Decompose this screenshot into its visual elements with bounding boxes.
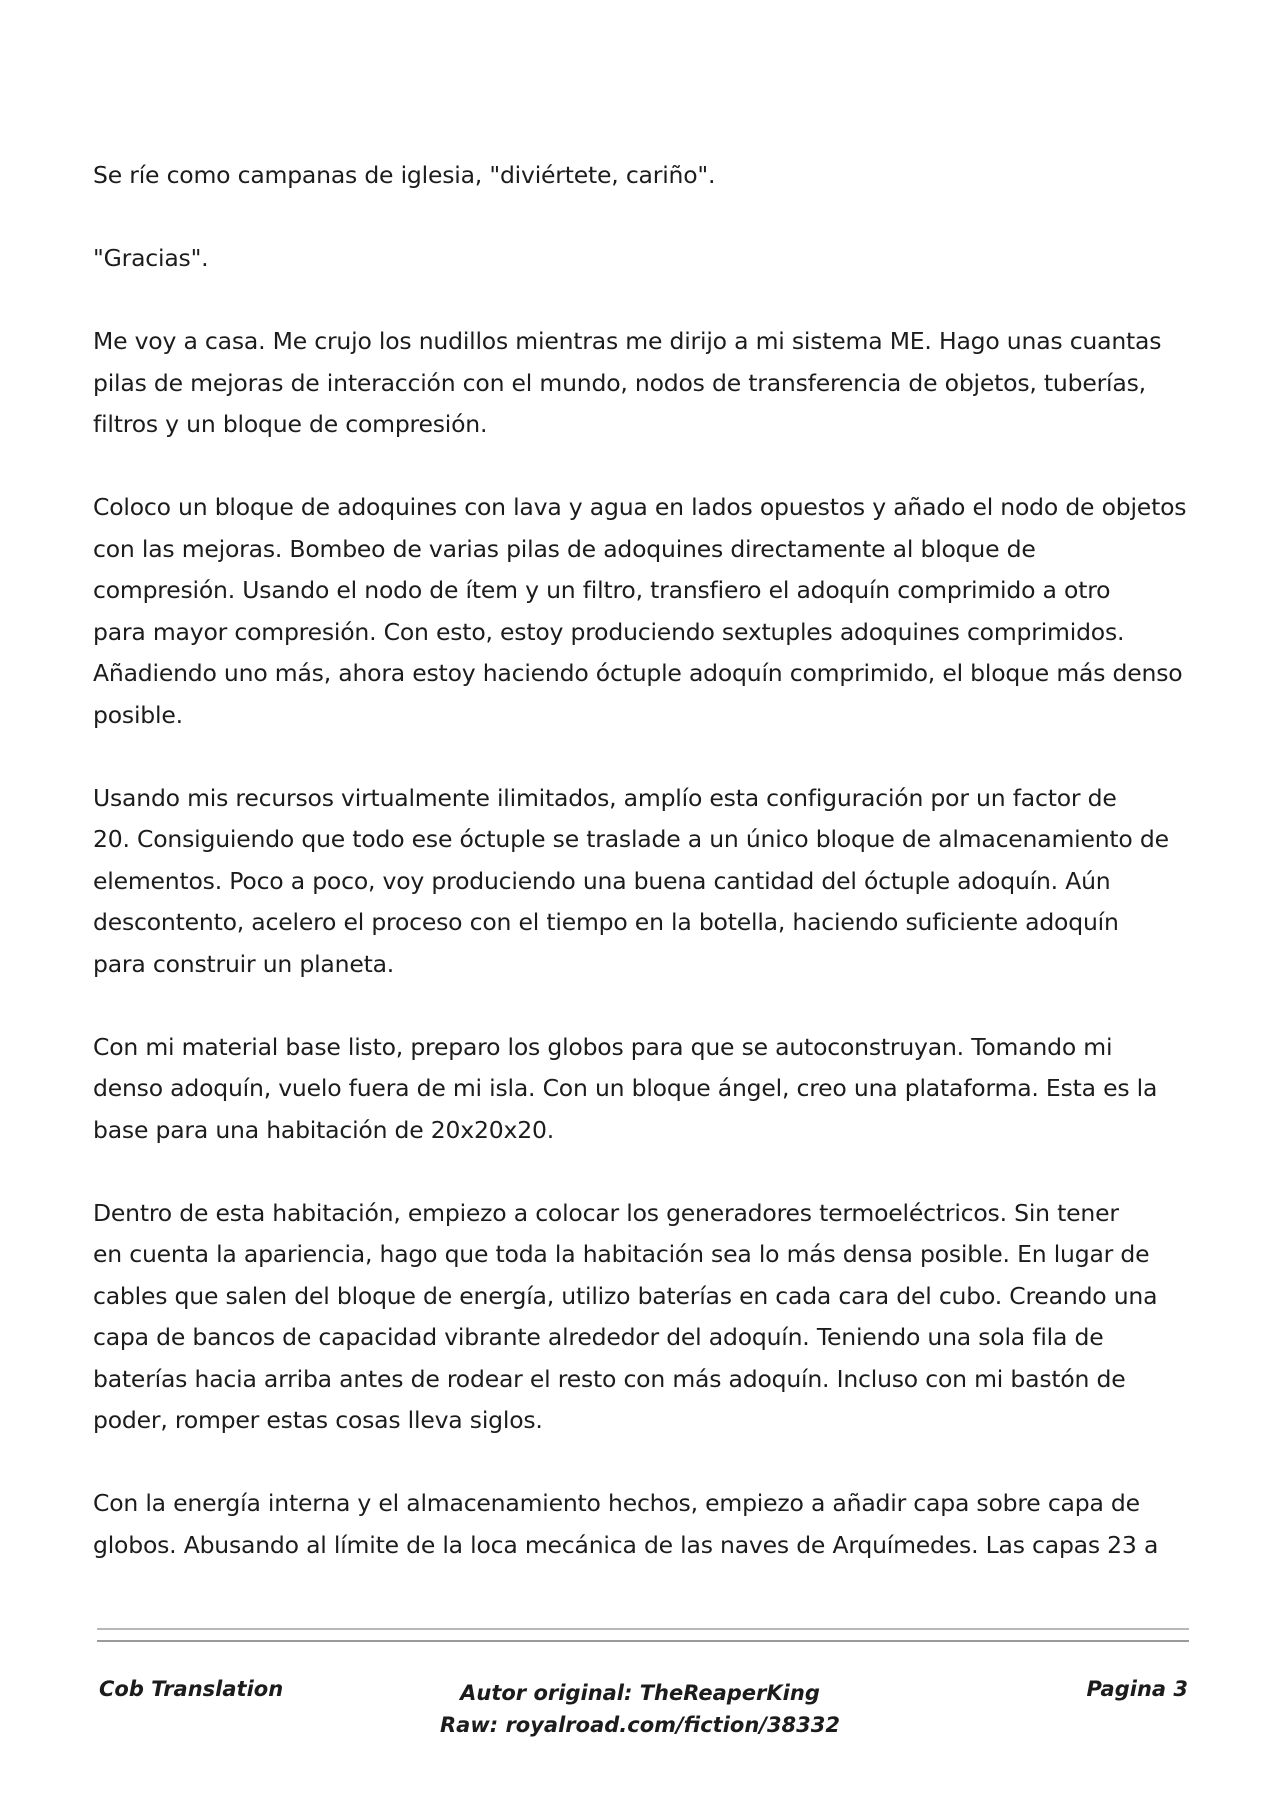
footer-page-number: Pagina 3: [1086, 1677, 1188, 1701]
footer-credits: [440, 1677, 840, 1741]
footer-author: Autor original: TheReaperKing: [460, 1681, 820, 1705]
paragraph-5: Usando mis recursos virtualmente ilimitados, amplío esta configuración por un factor de 20. Consiguiendo que todo ese óctuple se traslade a un único bloque de almacenamiento de elementos. Poco a poco, voy produciendo una buena cantidad del óctuple adoquín. Aún descontento, acelero el proceso con el tiempo en la botella, haciendo suficiente adoquín para construir un planeta.: [93, 783, 1169, 978]
footer-source: Raw: royalroad.com/fiction/38332: [440, 1713, 841, 1737]
paragraph-6: Con mi material base listo, preparo los globos para que se autoconstruyan. Tomando mi denso adoquín, vuelo fuera de mi isla. Con un bloque ángel, creo una plataforma. Esta es la base para una habitación de 20x20x20.: [93, 1032, 1158, 1144]
footer-translator: Cob Translation: [99, 1677, 284, 1701]
paragraph-7: Dentro de esta habitación, empiezo a colocar los generadores termoeléctricos. Sin tener en cuenta la apariencia, hago que toda la habitación sea lo más densa posible. En lugar de cables que salen del bloque de energía, utilizo baterías en cada cara del cubo. Creando una capa de bancos de capacidad vibrante alrededor del adoquín. Teniendo una sola fila de baterías hacia arriba antes de rodear el resto con más adoquín. Incluso con mi bastón de poder, romper estas cosas lleva siglos.: [93, 1198, 1158, 1434]
body-text: [93, 155, 1203, 1608]
paragraph-8: Con la energía interna y el almacenamiento hechos, empiezo a añadir capa sobre capa de globos. Abusando al límite de la loca mecánica de las naves de Arquímedes. Las capas 23 a: [93, 1489, 1159, 1559]
paragraph-1: Se ríe como campanas de iglesia, "diviértete, cariño".: [93, 161, 716, 189]
footer-divider-bottom: [97, 1640, 1189, 1642]
footer-divider-top: [97, 1628, 1189, 1630]
paragraph-2: "Gracias".: [93, 244, 209, 272]
paragraph-4: Coloco un bloque de adoquines con lava y agua en lados opuestos y añado el nodo de objetos con las mejoras. Bombeo de varias pilas de adoquines directamente al bloque de compresión. Usando el nodo de ítem y un filtro, transfiero el adoquín comprimido a otro para mayor compresión. Con esto, estoy produciendo sextuples adoquines comprimidos. Añadiendo uno más, ahora estoy haciendo óctuple adoquín comprimido, el bloque más denso posible.: [93, 493, 1187, 729]
paragraph-3: Me voy a casa. Me crujo los nudillos mientras me dirijo a mi sistema ME. Hago unas cuantas pilas de mejoras de interacción con el mundo, nodos de transferencia de objetos, tuberías, filtros y un bloque de compresión.: [93, 327, 1162, 438]
